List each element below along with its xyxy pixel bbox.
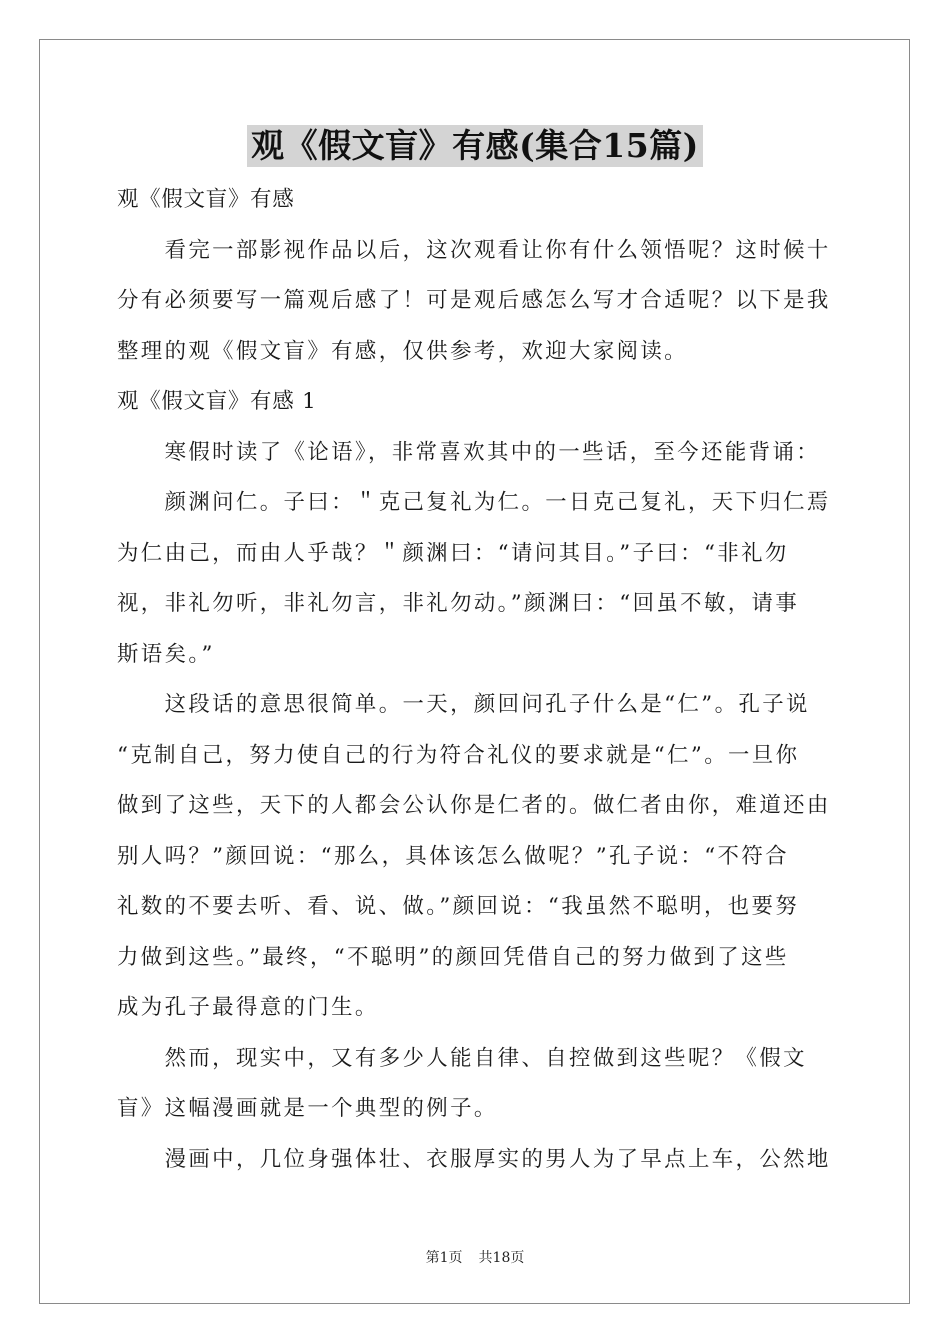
text-line: 寒假时读了《论语》，非常喜欢其中的一些话，至今还能背诵： (117, 439, 821, 465)
text-line: 别人吗？”颜回说：“那么，具体该怎么做呢？”孔子说：“不符合 (117, 843, 789, 869)
text-line: 成为孔子最得意的门生。 (117, 995, 379, 1020)
text-line: 视，非礼勿听，非礼勿言，非礼勿动。”颜渊曰：“回虽不敏，请事 (117, 591, 800, 616)
text-line: 盲》这幅漫画就是一个典型的例子。 (117, 1096, 498, 1121)
text-line: 礼数的不要去听、看、说、做。”颜回说：“我虽然不聪明，也要努 (117, 894, 800, 919)
section-heading: 观《假文盲》有感 1 (117, 389, 317, 414)
document-title: 观《假文盲》有感(集合15篇) (247, 125, 703, 167)
text-line: 斯语矣。” (117, 641, 215, 667)
text-line: 分有必须要写一篇观后感了！可是观后感怎么写才合适呢？以下是我 (117, 288, 831, 313)
page-footer (0, 1247, 950, 1267)
section-heading: 观《假文盲》有感 (117, 187, 295, 212)
title-container (0, 125, 950, 167)
page-total: 共18页 (478, 1250, 525, 1266)
text-line: 这段话的意思很简单。一天，颜回问孔子什么是“仁”。孔子说 (117, 692, 810, 717)
text-line: “克制自己，努力使自己的行为符合礼仪的要求就是“仁”。一旦你 (117, 742, 800, 768)
text-line: 看完一部影视作品以后，这次观看让你有什么领悟呢？这时候十 (117, 237, 831, 263)
document-body (117, 178, 835, 1188)
page-number: 第1页 (425, 1250, 463, 1266)
text-line: 颜渊问仁。子曰：＂克己复礼为仁。一日克己复礼，天下归仁焉 (117, 490, 831, 515)
text-line: 做到了这些，天下的人都会公认你是仁者的。做仁者由你，难道还由 (117, 793, 831, 818)
text-line: 力做到这些。”最终，“不聪明”的颜回凭借自己的努力做到了这些 (117, 944, 789, 970)
text-line: 漫画中，几位身强体壮、衣服厚实的男人为了早点上车，公然地 (117, 1146, 831, 1172)
text-line: 整理的观《假文盲》有感，仅供参考，欢迎大家阅读。 (117, 338, 688, 364)
text-line: 然而，现实中，又有多少人能自律、自控做到这些呢？《假文 (117, 1045, 807, 1071)
text-line: 为仁由己，而由人乎哉？＂颜渊曰：“请问其目。”子曰：“非礼勿 (117, 540, 789, 566)
